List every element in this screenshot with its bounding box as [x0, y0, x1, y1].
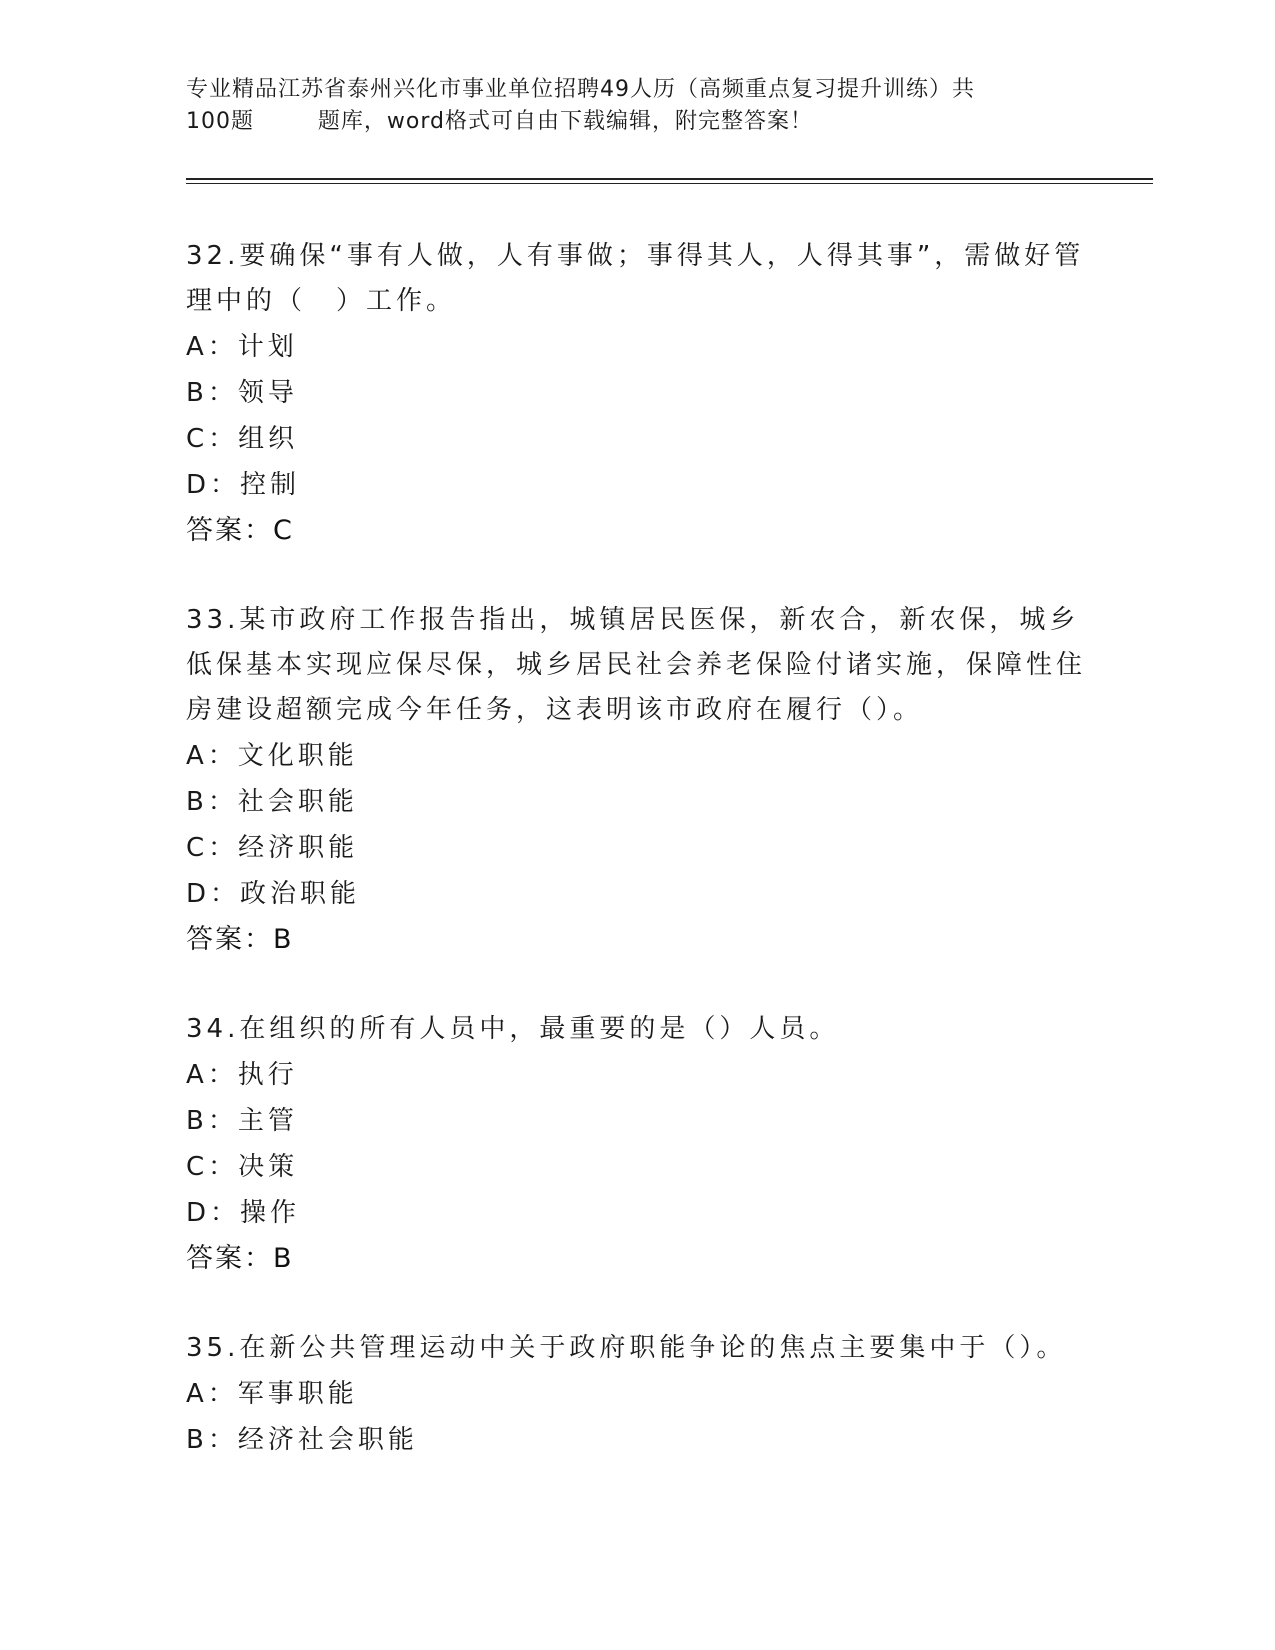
option-a: A：执行 — [186, 1060, 298, 1090]
question-text: 32.要确保“事有人做，人有事做；事得其人，人得其事”，需做好管理中的（ ）工作。 — [186, 241, 1085, 316]
option-c: C：决策 — [186, 1152, 299, 1182]
question-spacer — [186, 554, 1086, 598]
option-a: A：军事职能 — [186, 1379, 358, 1409]
option-c: C：组织 — [186, 424, 299, 454]
option-d: D：控制 — [186, 470, 301, 500]
question-spacer — [186, 1282, 1086, 1326]
document-header — [186, 74, 1086, 138]
header-divider-thin — [186, 183, 1153, 184]
answer-line: 答案：B — [186, 924, 294, 955]
header-divider-thick — [186, 178, 1153, 180]
question-35 — [186, 1326, 1086, 1463]
header-title-line-2: 100题 题库，word格式可自由下载编辑，附完整答案！ — [186, 109, 814, 134]
option-b: B：社会职能 — [186, 787, 358, 817]
question-text: 35.在新公共管理运动中关于政府职能争论的焦点主要集中于（）。 — [186, 1333, 1067, 1363]
option-b: B：主管 — [186, 1106, 298, 1136]
question-text: 33.某市政府工作报告指出，城镇居民医保，新农合，新农保，城乡低保基本实现应保尽保，城乡居民社会养老保险付诸实施，保障性住房建设超额完成今年任务，这表明该市政府在履行（）。 — [186, 605, 1087, 725]
question-text: 34.在组织的所有人员中，最重要的是（）人员。 — [186, 1014, 840, 1044]
option-d: D：操作 — [186, 1198, 301, 1228]
option-a: A：文化职能 — [186, 741, 358, 771]
answer-line: 答案：B — [186, 1243, 294, 1274]
question-32 — [186, 234, 1086, 554]
option-c: C：经济职能 — [186, 833, 359, 863]
question-33 — [186, 598, 1086, 963]
question-34 — [186, 1007, 1086, 1282]
header-title-line-1: 专业精品江苏省泰州兴化市事业单位招聘49人历（高频重点复习提升训练）共 — [186, 77, 975, 102]
question-list — [186, 234, 1086, 1463]
answer-line: 答案：C — [186, 515, 294, 546]
option-b: B：经济社会职能 — [186, 1425, 418, 1455]
option-d: D：政治职能 — [186, 879, 361, 909]
option-b: B：领导 — [186, 378, 298, 408]
question-spacer — [186, 963, 1086, 1007]
option-a: A：计划 — [186, 332, 298, 362]
